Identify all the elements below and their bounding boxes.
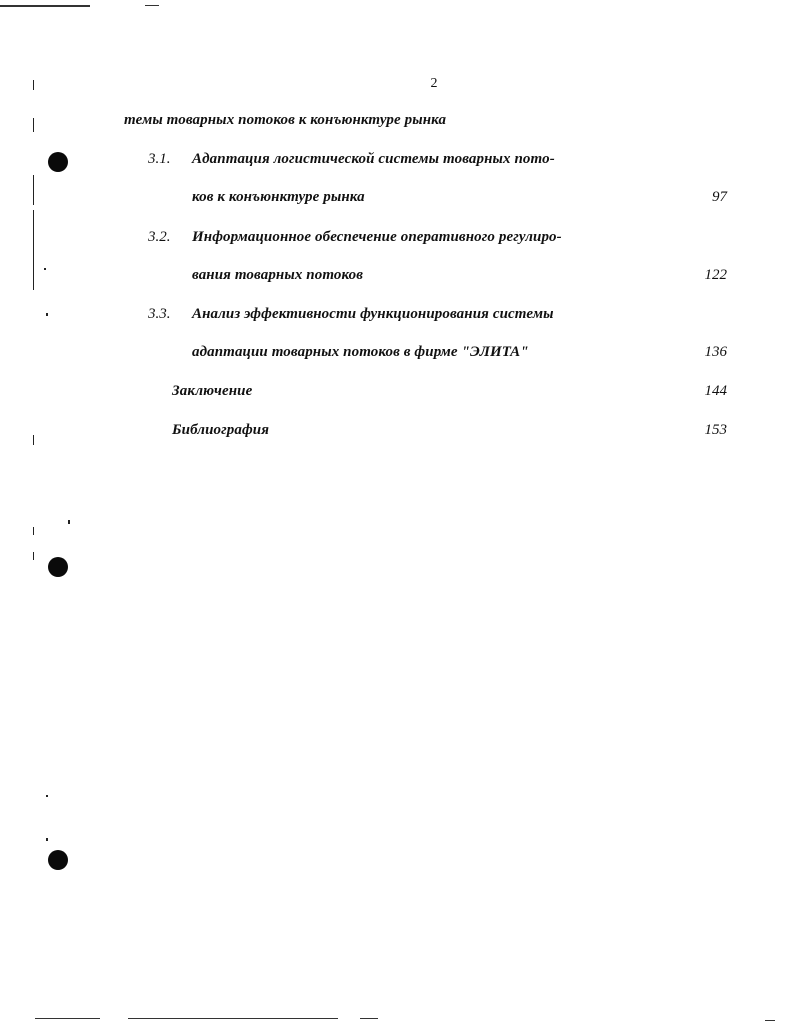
toc-conclusion-label: Заключение (172, 383, 253, 399)
toc-entry-number: 3.2. (148, 229, 171, 245)
toc-entry-page: 97 (712, 189, 727, 205)
margin-speck (33, 527, 34, 535)
margin-speck (68, 520, 70, 524)
punch-hole-middle (48, 557, 68, 577)
margin-speck (46, 313, 48, 316)
scan-edge-top-left (0, 5, 90, 7)
punch-hole-bottom (48, 850, 68, 870)
toc-intro-line: темы товарных потоков к конъюнктуре рынка (124, 112, 447, 128)
toc-entry-number: 3.1. (148, 151, 171, 167)
toc-entry-page: 136 (704, 344, 727, 360)
margin-speck (33, 552, 34, 560)
toc-entry-title-line1: Информационное обеспечение оперативного регулиро- (192, 229, 562, 245)
scan-edge-top-right (145, 5, 159, 6)
margin-speck (33, 175, 34, 205)
scan-edge-bottom-4 (765, 1020, 775, 1021)
margin-speck (44, 268, 46, 270)
toc-entry-title-line1: Анализ эффективности функционирования системы (192, 306, 554, 322)
margin-speck (33, 118, 34, 132)
scan-edge-bottom-2 (128, 1018, 338, 1019)
toc-entry-title-line1: Адаптация логистической системы товарных пото- (192, 151, 555, 167)
toc-conclusion-page: 144 (704, 383, 727, 399)
toc-bibliography-page: 153 (704, 422, 727, 438)
scan-edge-bottom-3 (360, 1018, 378, 1019)
margin-speck (46, 838, 48, 841)
margin-speck (33, 80, 34, 90)
margin-speck (33, 210, 34, 290)
toc-entry-title-line2: вания товарных потоков (192, 267, 364, 283)
margin-speck (46, 795, 48, 797)
toc-bibliography-label: Библиография (172, 422, 270, 438)
toc-entry-title-line2: адаптации товарных потоков в фирме "ЭЛИТА" (192, 344, 529, 360)
scan-edge-bottom-1 (35, 1018, 100, 1019)
page-number: 2 (430, 76, 438, 91)
punch-hole-top (48, 152, 68, 172)
margin-speck (33, 435, 34, 445)
toc-entry-title-line2: ков к конъюнктуре рынка (192, 189, 365, 205)
toc-entry-page: 122 (704, 267, 727, 283)
toc-entry-number: 3.3. (148, 306, 171, 322)
